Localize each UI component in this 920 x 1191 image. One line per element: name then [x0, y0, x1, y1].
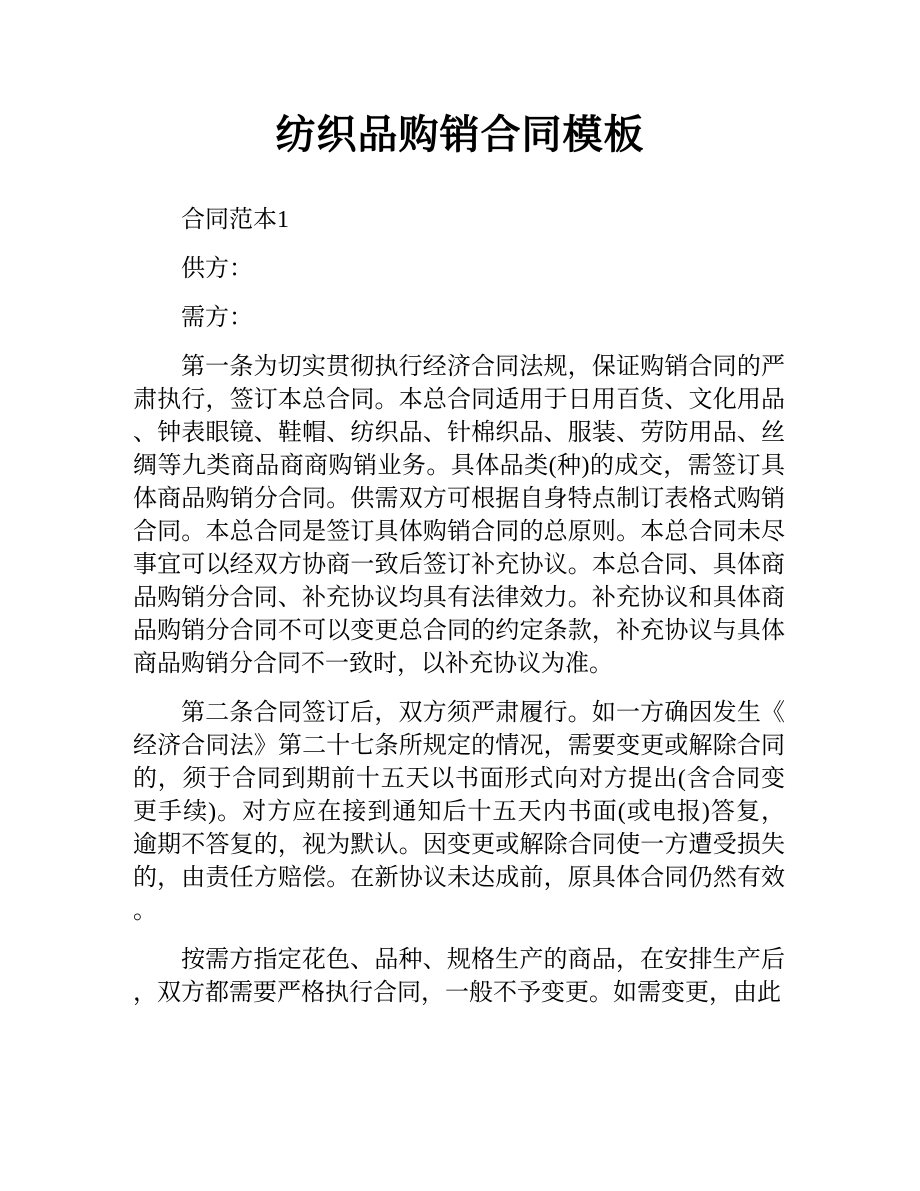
paragraph-line: 第二条合同签订后，双方须严肃履行。如一方确因发生《 — [181, 700, 785, 726]
paragraph-line: 合同范本1 — [181, 207, 289, 233]
paragraph — [133, 697, 785, 928]
paragraph-line: 、钟表眼镜、鞋帽、纺织品、针棉织品、服装、劳防用品、丝 — [133, 420, 785, 446]
paragraph-line: 品购销分合同不可以变更总合同的约定条款，补充协议与具体 — [133, 618, 785, 644]
paragraph-line: 。 — [133, 898, 157, 924]
paragraph-line: 逾期不答复的，视为默认。因变更或解除合同使一方遭受损失 — [133, 832, 785, 858]
paragraph-line: 体商品购销分合同。供需双方可根据自身特点制订表格式购销 — [133, 486, 785, 512]
document-title: 纺织品购销合同模板 — [275, 113, 645, 157]
paragraph-line: 按需方指定花色、品种、规格生产的商品，在安排生产后 — [181, 947, 785, 973]
paragraph-line: 品购销分合同、补充协议均具有法律效力。补充协议和具体商 — [133, 585, 785, 611]
paragraph-line: 商品购销分合同不一致时，以补充协议为准。 — [133, 651, 613, 677]
paragraph-line: 需方： — [181, 305, 253, 331]
document-body — [133, 204, 785, 1010]
paragraph-line: 的，须于合同到期前十五天以书面形式向对方提出(含合同变 — [133, 766, 785, 792]
paragraph-line: 合同。本总合同是签订具体购销合同的总原则。本总合同未尽 — [133, 519, 785, 545]
paragraph — [133, 204, 785, 237]
paragraph-line: 事宜可以经双方协商一致后签订补充协议。本总合同、具体商 — [133, 552, 785, 578]
paragraph-line: 第一条为切实贯彻执行经济合同法规，保证购销合同的严 — [181, 354, 785, 380]
paragraph — [133, 302, 785, 335]
paragraph-line: 肃执行，签订本总合同。本总合同适用于日用百货、文化用品 — [133, 387, 785, 413]
paragraph — [133, 944, 785, 1010]
paragraph-line: 绸等九类商品商商购销业务。具体品类(种)的成交，需签订具 — [133, 453, 785, 479]
paragraph-line: 的，由责任方赔偿。在新协议未达成前，原具体合同仍然有效 — [133, 865, 785, 891]
paragraph-line: ，双方都需要严格执行合同，一般不予变更。如需变更，由此 — [133, 980, 781, 1006]
paragraph-line: 更手续)。对方应在接到通知后十五天内书面(或电报)答复， — [133, 799, 785, 825]
paragraph — [133, 253, 785, 286]
paragraph — [133, 351, 785, 681]
paragraph-line: 经济合同法》第二十七条所规定的情况，需要变更或解除合同 — [133, 733, 785, 759]
paragraph-line: 供方： — [181, 256, 253, 282]
